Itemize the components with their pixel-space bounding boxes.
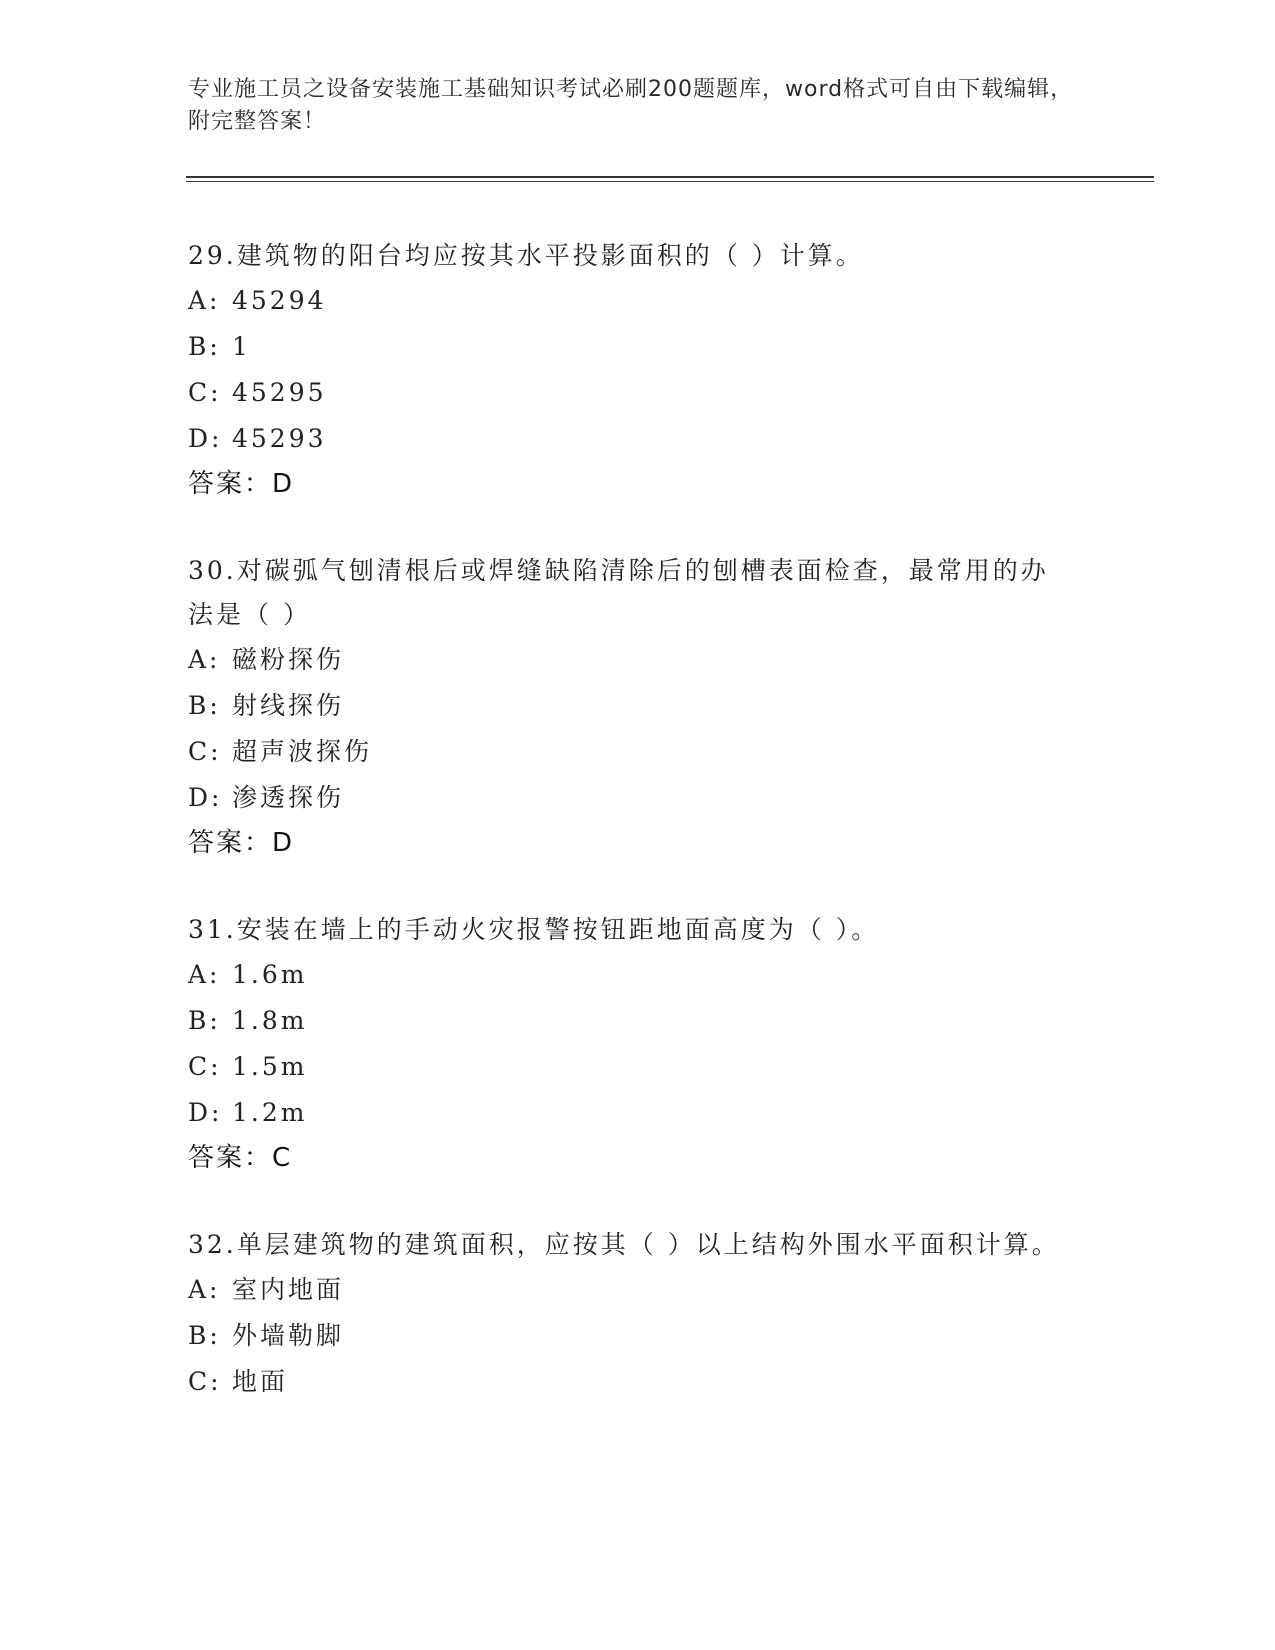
option-text: 1.2m [232,1098,308,1127]
option-text: 地面 [232,1367,289,1396]
option-text: 1.5m [232,1052,308,1081]
option-a [188,1267,1088,1313]
option-text: 磁粉探伤 [232,645,345,674]
option-letter: C: [188,1367,222,1396]
option-letter: A: [188,960,221,989]
option-text: 渗透探伤 [232,783,345,812]
option-letter: B: [188,691,221,720]
option-a [188,952,1088,998]
header-divider [186,176,1154,182]
option-letter: C: [188,1052,222,1081]
option-letter: C: [188,737,222,766]
option-text: 超声波探伤 [232,737,373,766]
option-a [188,278,1088,324]
option-letter: A: [188,645,221,674]
option-text: 1.6m [232,960,308,989]
option-b [188,683,1088,729]
option-letter: D: [188,783,223,812]
option-text: 外墙勒脚 [232,1321,345,1350]
answer-label: 答案：C [188,1143,293,1173]
option-text: 45293 [232,424,327,453]
option-b [188,1313,1088,1359]
question-31 [188,908,1088,1180]
option-letter: A: [188,286,221,315]
question-stem: 30.对碳弧气刨清根后或焊缝缺陷清除后的刨槽表面检查，最常用的办法是（ ） [188,556,1049,629]
question-30 [188,549,1088,865]
option-c [188,1044,1088,1090]
option-letter: B: [188,332,221,361]
option-b [188,324,1088,370]
question-stem: 31.安装在墙上的手动火灾报警按钮距地面高度为（ ）。 [188,915,880,944]
page-header-title: 专业施工员之设备安装施工基础知识考试必刷200题题库，word格式可自由下载编辑，附完整答案！ [188,77,1074,134]
option-letter: C: [188,378,222,407]
question-stem: 29.建筑物的阳台均应按其水平投影面积的（ ）计算。 [188,241,864,270]
question-32 [188,1223,1088,1405]
answer-label: 答案：D [188,469,295,499]
option-letter: D: [188,1098,223,1127]
option-d [188,416,1088,462]
option-d [188,775,1088,821]
question-list [188,234,1088,1448]
answer-label: 答案：D [188,828,295,858]
option-b [188,998,1088,1044]
option-text: 45295 [232,378,327,407]
option-letter: B: [188,1006,221,1035]
option-text: 射线探伤 [232,691,345,720]
option-letter: B: [188,1321,221,1350]
option-letter: A: [188,1275,221,1304]
option-text: 45294 [232,286,327,315]
option-c [188,1359,1088,1405]
option-c [188,370,1088,416]
question-stem: 32.单层建筑物的建筑面积，应按其（ ）以上结构外围水平面积计算。 [188,1230,1060,1259]
option-a [188,637,1088,683]
question-29 [188,234,1088,506]
option-text: 1 [232,332,251,361]
option-d [188,1090,1088,1136]
option-letter: D: [188,424,223,453]
option-text: 室内地面 [232,1275,345,1304]
option-c [188,729,1088,775]
option-text: 1.8m [232,1006,308,1035]
